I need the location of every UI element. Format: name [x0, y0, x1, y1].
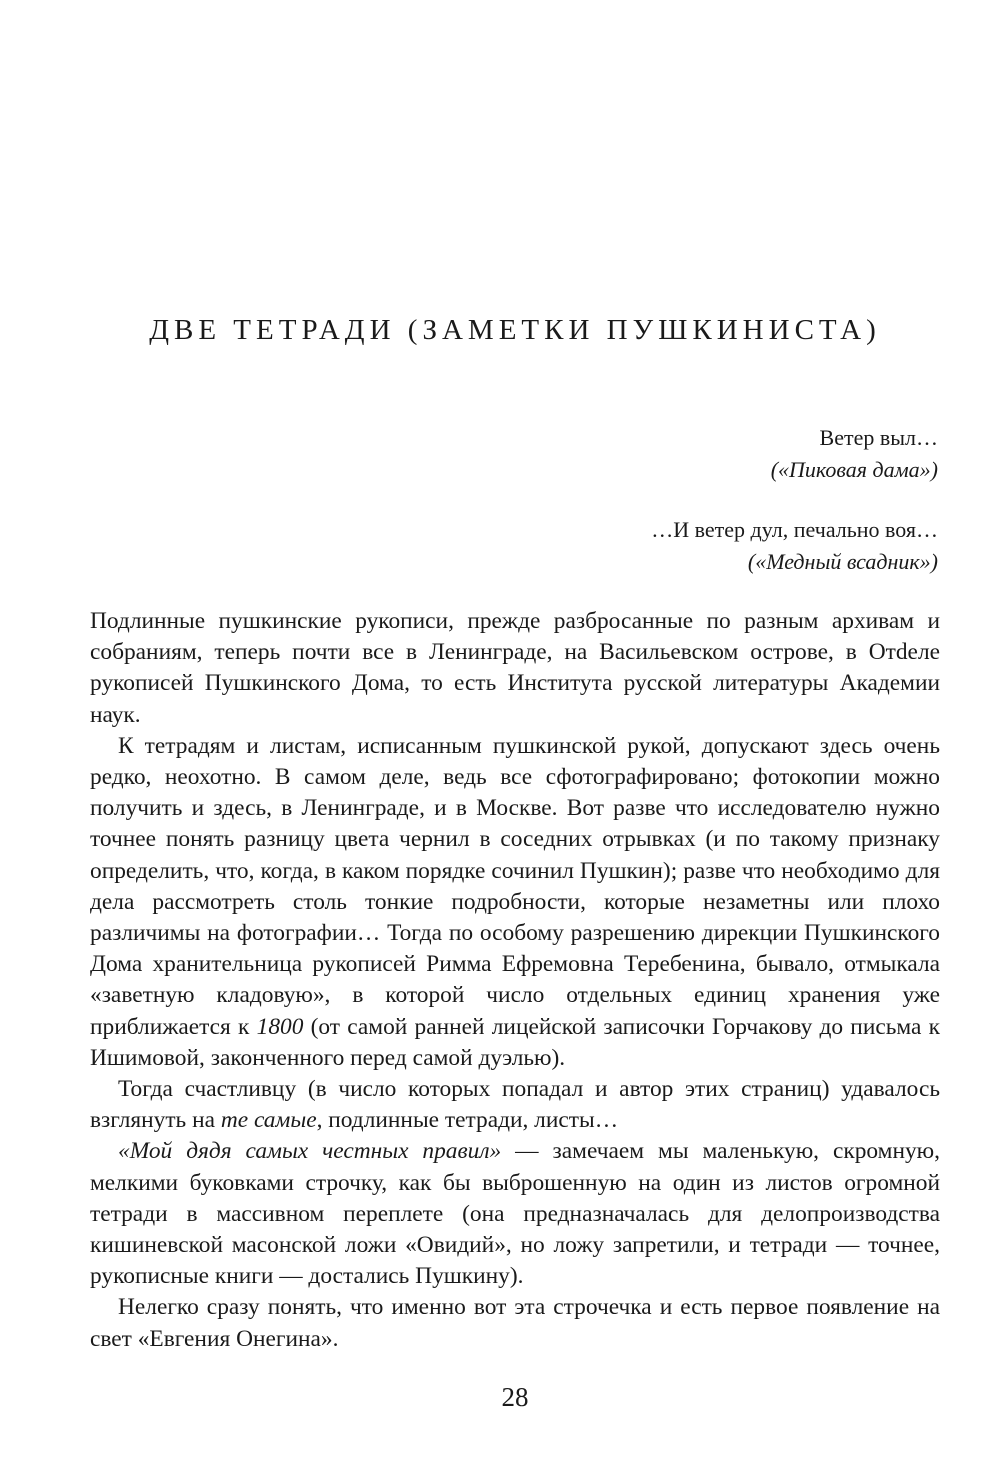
page-number: 28 — [501, 1382, 529, 1412]
paragraph-1: Подлинные пушкинские рукописи, прежде разбросанные по разным архивам и собраниям, теперь почти все в Ленинграде, на Васильевском острове, в Отdеле рукописей Пушкинского Дома, то есть Института русской литературы Академии наук. — [90, 608, 940, 728]
paragraph-3-text-b: , подлинные тетради, листы… — [316, 1107, 619, 1134]
paragraph-3-text-a: Тогда счастливцу (в число которых попадал и автор этих страниц) удавалось взглянуть на — [90, 1076, 940, 1134]
paragraph-4 — [90, 1136, 940, 1292]
epigraph-source: («Пиковая дама») — [770, 457, 938, 482]
paragraph-2-text-b: (от самой ранней лицейской записочки Горчакову до письма к Ишимовой, законченного перед самой дуэлью). — [90, 1013, 941, 1071]
epigraph-1 — [771, 422, 938, 486]
epigraph-quote: Ветер выл… — [819, 425, 938, 450]
paragraph-5: Нелегко сразу понять, что именно вот эта строчечка и есть первое появление на свет «Евгения Онегина». — [90, 1294, 940, 1352]
paragraph-4-italic-quote: «Мой дядя самых честных правил» — [118, 1138, 502, 1165]
paragraph-2-text-a: К тетрадям и листам, исписанным пушкинской рукой, допускают здесь очень редко, неохотно. В самом деле, ведь все сфотографировано; фотокопии можно получить и здесь, в Ленинграде, и в Москве. Вот разве что исследователю нужно точнее понять разницу цвета чернил в соседних отрывках (и по такому признаку определить, что, когда, в каком порядке сочинил Пушкин); разве что необходимо для дела рассмотреть столь тонкие подробности, которые незаметны или плохо различимы на фотографии… Тогда по особому разрешению дирекции Пушкинского Дома хранительница рукописей Римма Ефремовна Теребенина, бывало, отмыкала «заветную кладовую», в которой число отдельных единиц хранения уже приближается к — [90, 732, 940, 1040]
paragraph-2-number: 1800 — [256, 1013, 304, 1040]
paragraph-4-text-b: — замечаем мы маленькую, скромную, мелкими буковками строчку, как бы выброшенную на один из листов огромной тетради в массивном переплете (она предназначалась для делопроизводства кишиневской масонской ложи «Овидий», но ложу запретили, и тетради — точнее, рукописные книги — достались Пушкину). — [90, 1138, 940, 1290]
body-text — [90, 606, 940, 1355]
epigraph-quote: …И ветер дул, печально воя… — [651, 517, 938, 542]
paragraph-2 — [90, 731, 940, 1074]
epigraph-2 — [651, 514, 938, 578]
chapter-title: ДВЕ ТЕТРАДИ (ЗАМЕТКИ ПУШКИНИСТА) — [149, 314, 881, 346]
paragraph-3 — [90, 1074, 940, 1136]
paragraph-3-italic: те самые — [220, 1107, 317, 1134]
epigraph-source: («Медный всадник») — [747, 549, 938, 574]
